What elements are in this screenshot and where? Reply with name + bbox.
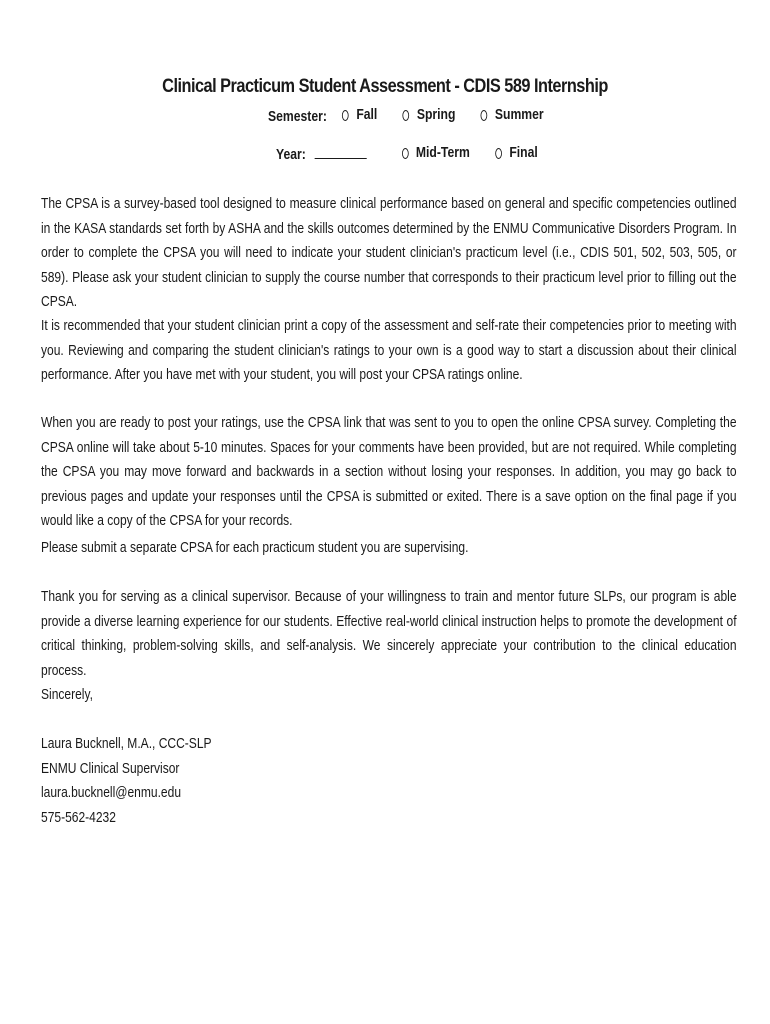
semester-option-spring[interactable] [403, 107, 456, 123]
radio-circle-icon [495, 148, 502, 159]
paragraph-submit-note: Please submit a separate CPSA for each practicum student you are supervising. [41, 540, 469, 556]
closing-line: Sincerely, [41, 687, 93, 703]
semester-row [268, 107, 565, 125]
paragraph-instructions: When you are ready to post your ratings, use the CPSA link that was sent to you to open the online CPSA survey. Completing the CPSA online will take about 5-10 minutes. Spaces for your comments have been provided, but are not required. While completing the CPSA you may move forward and backwards in a section without losing your responses. In addition, you may go back to previous pages and update your responses until the CPSA is submitted or exited. There is a save option on the final page if you would like a copy of the CPSA for your records. [41, 415, 737, 529]
signature-block [41, 732, 373, 830]
paragraph-intro: The CPSA is a survey-based tool designed to measure clinical performance based on general and specific competencies outlined in the KASA standards set forth by ASHA and the skills outcomes determined by the ENMU Communicative Disorders Program. In order to complete the CPSA you will need to indicate your student clinician's practicum level (i.e., CDIS 501, 502, 503, 505, or 589). Please ask your student clinician to supply the course number that corresponds to their practicum level prior to filling out the CPSA. [41, 196, 737, 310]
closing-text [41, 683, 373, 708]
radio-circle-icon [481, 110, 488, 121]
year-row [276, 145, 560, 163]
semester-label: Semester: [268, 108, 327, 125]
signature-email[interactable]: laura.bucknell@enmu.edu [41, 785, 182, 801]
radio-circle-icon [403, 110, 410, 121]
period-option-label: Mid-Term [415, 145, 470, 161]
semester-option-summer[interactable] [481, 107, 544, 123]
radio-circle-icon [402, 148, 409, 159]
semester-option-label: Fall [356, 107, 378, 123]
signature-name: Laura Bucknell, M.A., CCC-SLP [41, 736, 212, 752]
signature-phone: 575-562-4232 [41, 809, 116, 826]
paragraph-recommendation: It is recommended that your student clinician print a copy of the assessment and self-rate their competencies prior to meeting with you. Reviewing and comparing the student clinician's ratings to your own is a good way to start a discussion about their clinical performance. After you have met with your student, you will post your CPSA ratings online. [41, 318, 737, 383]
period-option-label: Final [509, 145, 538, 161]
period-option-final[interactable] [495, 145, 538, 161]
year-blank-field[interactable] [314, 146, 366, 159]
semester-option-fall[interactable] [342, 107, 377, 123]
signature-role: ENMU Clinical Supervisor [41, 760, 180, 777]
period-option-midterm[interactable] [402, 145, 470, 161]
paragraph-thanks: Thank you for serving as a clinical supervisor. Because of your willingness to train and mentor future SLPs, our program is able provide a diverse learning experience for our students. Effective real-world clinical instruction helps to promote the development of critical thinking, problem-solving skills, and self-analysis. We sincerely appreciate your contribution to the clinical education process. [41, 589, 737, 679]
radio-circle-icon [342, 110, 349, 121]
document-title: Clinical Practicum Student Assessment - CDIS 589 Internship [162, 76, 608, 97]
semester-option-label: Summer [494, 107, 544, 123]
year-label: Year: [276, 146, 306, 163]
semester-option-label: Spring [416, 107, 456, 123]
